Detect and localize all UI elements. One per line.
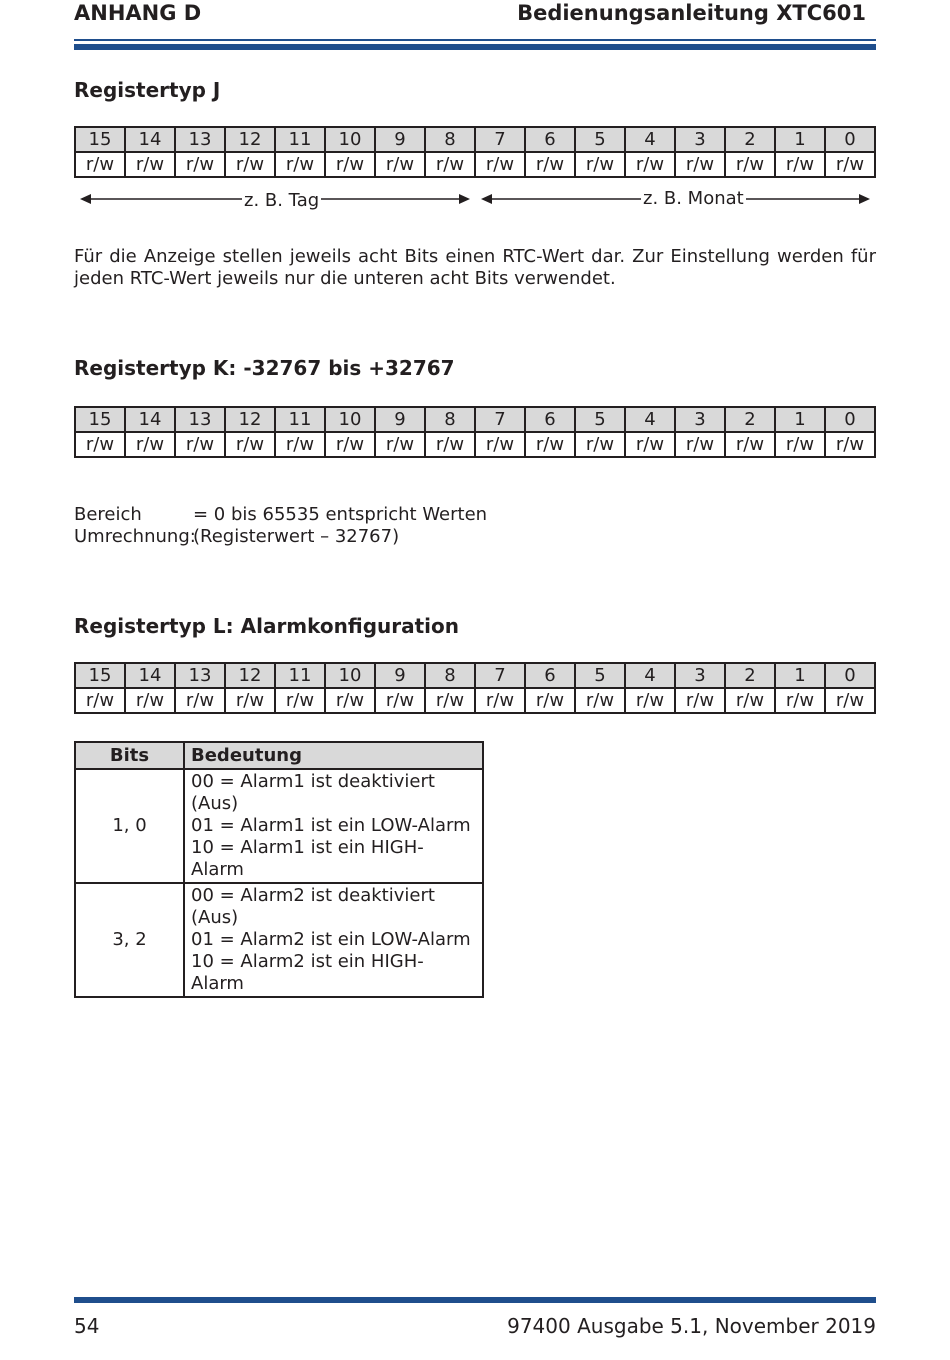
access-cell: r/w bbox=[525, 152, 575, 177]
access-cell: r/w bbox=[825, 432, 875, 457]
register-k-table bbox=[74, 406, 876, 458]
register-j-table bbox=[74, 126, 876, 178]
column-header-bits: Bits bbox=[75, 742, 184, 769]
bit-number-row bbox=[75, 663, 875, 688]
access-cell: r/w bbox=[775, 688, 825, 713]
bit-number-cell: 1 bbox=[775, 663, 825, 688]
alarm-option-line: 10 = Alarm2 ist ein HIGH-Alarm bbox=[191, 951, 424, 994]
bit-number-cell: 3 bbox=[675, 127, 725, 152]
access-cell: r/w bbox=[175, 152, 225, 177]
access-cell: r/w bbox=[425, 432, 475, 457]
access-cell: r/w bbox=[775, 432, 825, 457]
access-row bbox=[75, 432, 875, 457]
section-k-title: Registertyp K: -32767 bis +32767 bbox=[74, 356, 455, 380]
bit-number-cell: 15 bbox=[75, 127, 125, 152]
bit-number-cell: 1 bbox=[775, 407, 825, 432]
access-cell: r/w bbox=[275, 688, 325, 713]
alarm-meaning-cell bbox=[184, 883, 483, 997]
access-cell: r/w bbox=[525, 688, 575, 713]
bit-number-cell: 2 bbox=[725, 663, 775, 688]
bit-number-cell: 13 bbox=[175, 663, 225, 688]
access-cell: r/w bbox=[525, 432, 575, 457]
access-cell: r/w bbox=[825, 152, 875, 177]
bit-number-cell: 2 bbox=[725, 407, 775, 432]
access-cell: r/w bbox=[325, 432, 375, 457]
bit-number-cell: 6 bbox=[525, 127, 575, 152]
bit-number-cell: 12 bbox=[225, 127, 275, 152]
access-cell: r/w bbox=[625, 688, 675, 713]
access-cell: r/w bbox=[125, 432, 175, 457]
bit-number-cell: 10 bbox=[325, 407, 375, 432]
access-cell: r/w bbox=[125, 152, 175, 177]
bit-number-cell: 7 bbox=[475, 407, 525, 432]
access-cell: r/w bbox=[575, 432, 625, 457]
access-cell: r/w bbox=[375, 688, 425, 713]
header-rule-thick bbox=[74, 44, 876, 50]
bit-number-cell: 12 bbox=[225, 663, 275, 688]
footer-rule bbox=[74, 1297, 876, 1303]
access-cell: r/w bbox=[575, 152, 625, 177]
access-cell: r/w bbox=[275, 152, 325, 177]
bit-number-cell: 3 bbox=[675, 663, 725, 688]
access-cell: r/w bbox=[475, 432, 525, 457]
alarm-option-line: 01 = Alarm1 ist ein LOW-Alarm bbox=[191, 815, 471, 836]
access-cell: r/w bbox=[325, 688, 375, 713]
access-cell: r/w bbox=[725, 432, 775, 457]
bit-number-cell: 8 bbox=[425, 407, 475, 432]
bit-number-cell: 13 bbox=[175, 127, 225, 152]
access-cell: r/w bbox=[75, 152, 125, 177]
access-cell: r/w bbox=[75, 688, 125, 713]
bit-number-cell: 9 bbox=[375, 407, 425, 432]
access-cell: r/w bbox=[225, 432, 275, 457]
bit-number-cell: 14 bbox=[125, 407, 175, 432]
access-cell: r/w bbox=[325, 152, 375, 177]
access-cell: r/w bbox=[375, 152, 425, 177]
bit-number-cell: 15 bbox=[75, 407, 125, 432]
header-section-label: ANHANG D bbox=[74, 1, 202, 25]
alarm-table-header bbox=[75, 742, 483, 769]
bit-number-cell: 5 bbox=[575, 407, 625, 432]
bit-number-cell: 8 bbox=[425, 127, 475, 152]
access-cell: r/w bbox=[175, 688, 225, 713]
edition-info: 97400 Ausgabe 5.1, November 2019 bbox=[507, 1314, 876, 1338]
access-cell: r/w bbox=[425, 688, 475, 713]
access-cell: r/w bbox=[125, 688, 175, 713]
access-row bbox=[75, 152, 875, 177]
access-cell: r/w bbox=[625, 152, 675, 177]
access-cell: r/w bbox=[275, 432, 325, 457]
range-label: Bereich bbox=[74, 504, 142, 525]
arrow-right-head-icon bbox=[859, 194, 870, 204]
bit-number-cell: 10 bbox=[325, 663, 375, 688]
bit-number-cell: 11 bbox=[275, 127, 325, 152]
header-rule-thin bbox=[74, 39, 876, 41]
alarm-option-line: 10 = Alarm1 ist ein HIGH-Alarm bbox=[191, 837, 424, 880]
range-line bbox=[74, 504, 487, 526]
alarm-row-alarm1 bbox=[75, 769, 483, 883]
access-cell: r/w bbox=[675, 688, 725, 713]
access-cell: r/w bbox=[475, 152, 525, 177]
bit-number-row bbox=[75, 127, 875, 152]
bit-number-cell: 12 bbox=[225, 407, 275, 432]
access-cell: r/w bbox=[675, 152, 725, 177]
access-cell: r/w bbox=[225, 688, 275, 713]
arrow-right-head-icon bbox=[459, 194, 470, 204]
bit-number-cell: 14 bbox=[125, 663, 175, 688]
arrow-label-month: z. B. Monat bbox=[643, 188, 744, 209]
bit-number-cell: 15 bbox=[75, 663, 125, 688]
bit-number-cell: 11 bbox=[275, 663, 325, 688]
bit-number-cell: 14 bbox=[125, 127, 175, 152]
access-cell: r/w bbox=[75, 432, 125, 457]
range-value: = 0 bis 65535 entspricht Werten bbox=[193, 504, 488, 525]
bit-number-cell: 5 bbox=[575, 127, 625, 152]
access-cell: r/w bbox=[375, 432, 425, 457]
arrow-label-day: z. B. Tag bbox=[244, 190, 320, 211]
bit-number-cell: 7 bbox=[475, 663, 525, 688]
bit-number-cell: 8 bbox=[425, 663, 475, 688]
bit-number-cell: 1 bbox=[775, 127, 825, 152]
bit-number-cell: 6 bbox=[525, 407, 575, 432]
bit-number-cell: 11 bbox=[275, 407, 325, 432]
access-cell: r/w bbox=[475, 688, 525, 713]
access-cell: r/w bbox=[225, 152, 275, 177]
bit-number-cell: 5 bbox=[575, 663, 625, 688]
bit-number-cell: 7 bbox=[475, 127, 525, 152]
access-cell: r/w bbox=[425, 152, 475, 177]
section-j-title: Registertyp J bbox=[74, 78, 221, 102]
alarm-meaning-cell bbox=[184, 769, 483, 883]
access-cell: r/w bbox=[675, 432, 725, 457]
alarm-config-table bbox=[74, 741, 484, 998]
access-cell: r/w bbox=[625, 432, 675, 457]
alarm-bits-cell: 3, 2 bbox=[75, 883, 184, 997]
bit-number-cell: 0 bbox=[825, 663, 875, 688]
column-header-meaning: Bedeutung bbox=[184, 742, 483, 769]
conversion-label: Umrechnung: bbox=[74, 526, 196, 547]
arrow-left-head-icon bbox=[481, 194, 492, 204]
bit-number-cell: 6 bbox=[525, 663, 575, 688]
alarm-bits-cell: 1, 0 bbox=[75, 769, 184, 883]
bit-number-cell: 4 bbox=[625, 663, 675, 688]
access-row bbox=[75, 688, 875, 713]
bit-number-cell: 0 bbox=[825, 407, 875, 432]
section-j-description: Für die Anzeige stellen jeweils acht Bits einen RTC-Wert dar. Zur Einstellung werden für jeden RTC-Wert jeweils nur die unteren acht Bits verwendet. bbox=[74, 246, 876, 289]
bit-number-cell: 9 bbox=[375, 663, 425, 688]
alarm-row-alarm2 bbox=[75, 883, 483, 997]
access-cell: r/w bbox=[575, 688, 625, 713]
bit-number-cell: 2 bbox=[725, 127, 775, 152]
bit-number-cell: 4 bbox=[625, 127, 675, 152]
access-cell: r/w bbox=[175, 432, 225, 457]
page-number: 54 bbox=[74, 1314, 100, 1338]
bit-number-row bbox=[75, 407, 875, 432]
conversion-line bbox=[74, 526, 399, 548]
register-l-table bbox=[74, 662, 876, 714]
bit-number-cell: 0 bbox=[825, 127, 875, 152]
alarm-option-line: 01 = Alarm2 ist ein LOW-Alarm bbox=[191, 929, 471, 950]
byte-span-arrows bbox=[74, 186, 876, 216]
arrow-lines bbox=[74, 186, 876, 216]
access-cell: r/w bbox=[775, 152, 825, 177]
bit-number-cell: 3 bbox=[675, 407, 725, 432]
header-manual-title: Bedienungsanleitung XTC601 bbox=[517, 1, 866, 25]
bit-number-cell: 10 bbox=[325, 127, 375, 152]
conversion-value: (Registerwert – 32767) bbox=[193, 526, 400, 547]
access-cell: r/w bbox=[725, 688, 775, 713]
alarm-option-line: 00 = Alarm2 ist deaktiviert (Aus) bbox=[191, 885, 435, 928]
bit-number-cell: 13 bbox=[175, 407, 225, 432]
section-l-title: Registertyp L: Alarmkonfiguration bbox=[74, 614, 460, 638]
bit-number-cell: 4 bbox=[625, 407, 675, 432]
alarm-option-line: 00 = Alarm1 ist deaktiviert (Aus) bbox=[191, 771, 435, 814]
access-cell: r/w bbox=[725, 152, 775, 177]
access-cell: r/w bbox=[825, 688, 875, 713]
arrow-left-head-icon bbox=[80, 194, 91, 204]
bit-number-cell: 9 bbox=[375, 127, 425, 152]
